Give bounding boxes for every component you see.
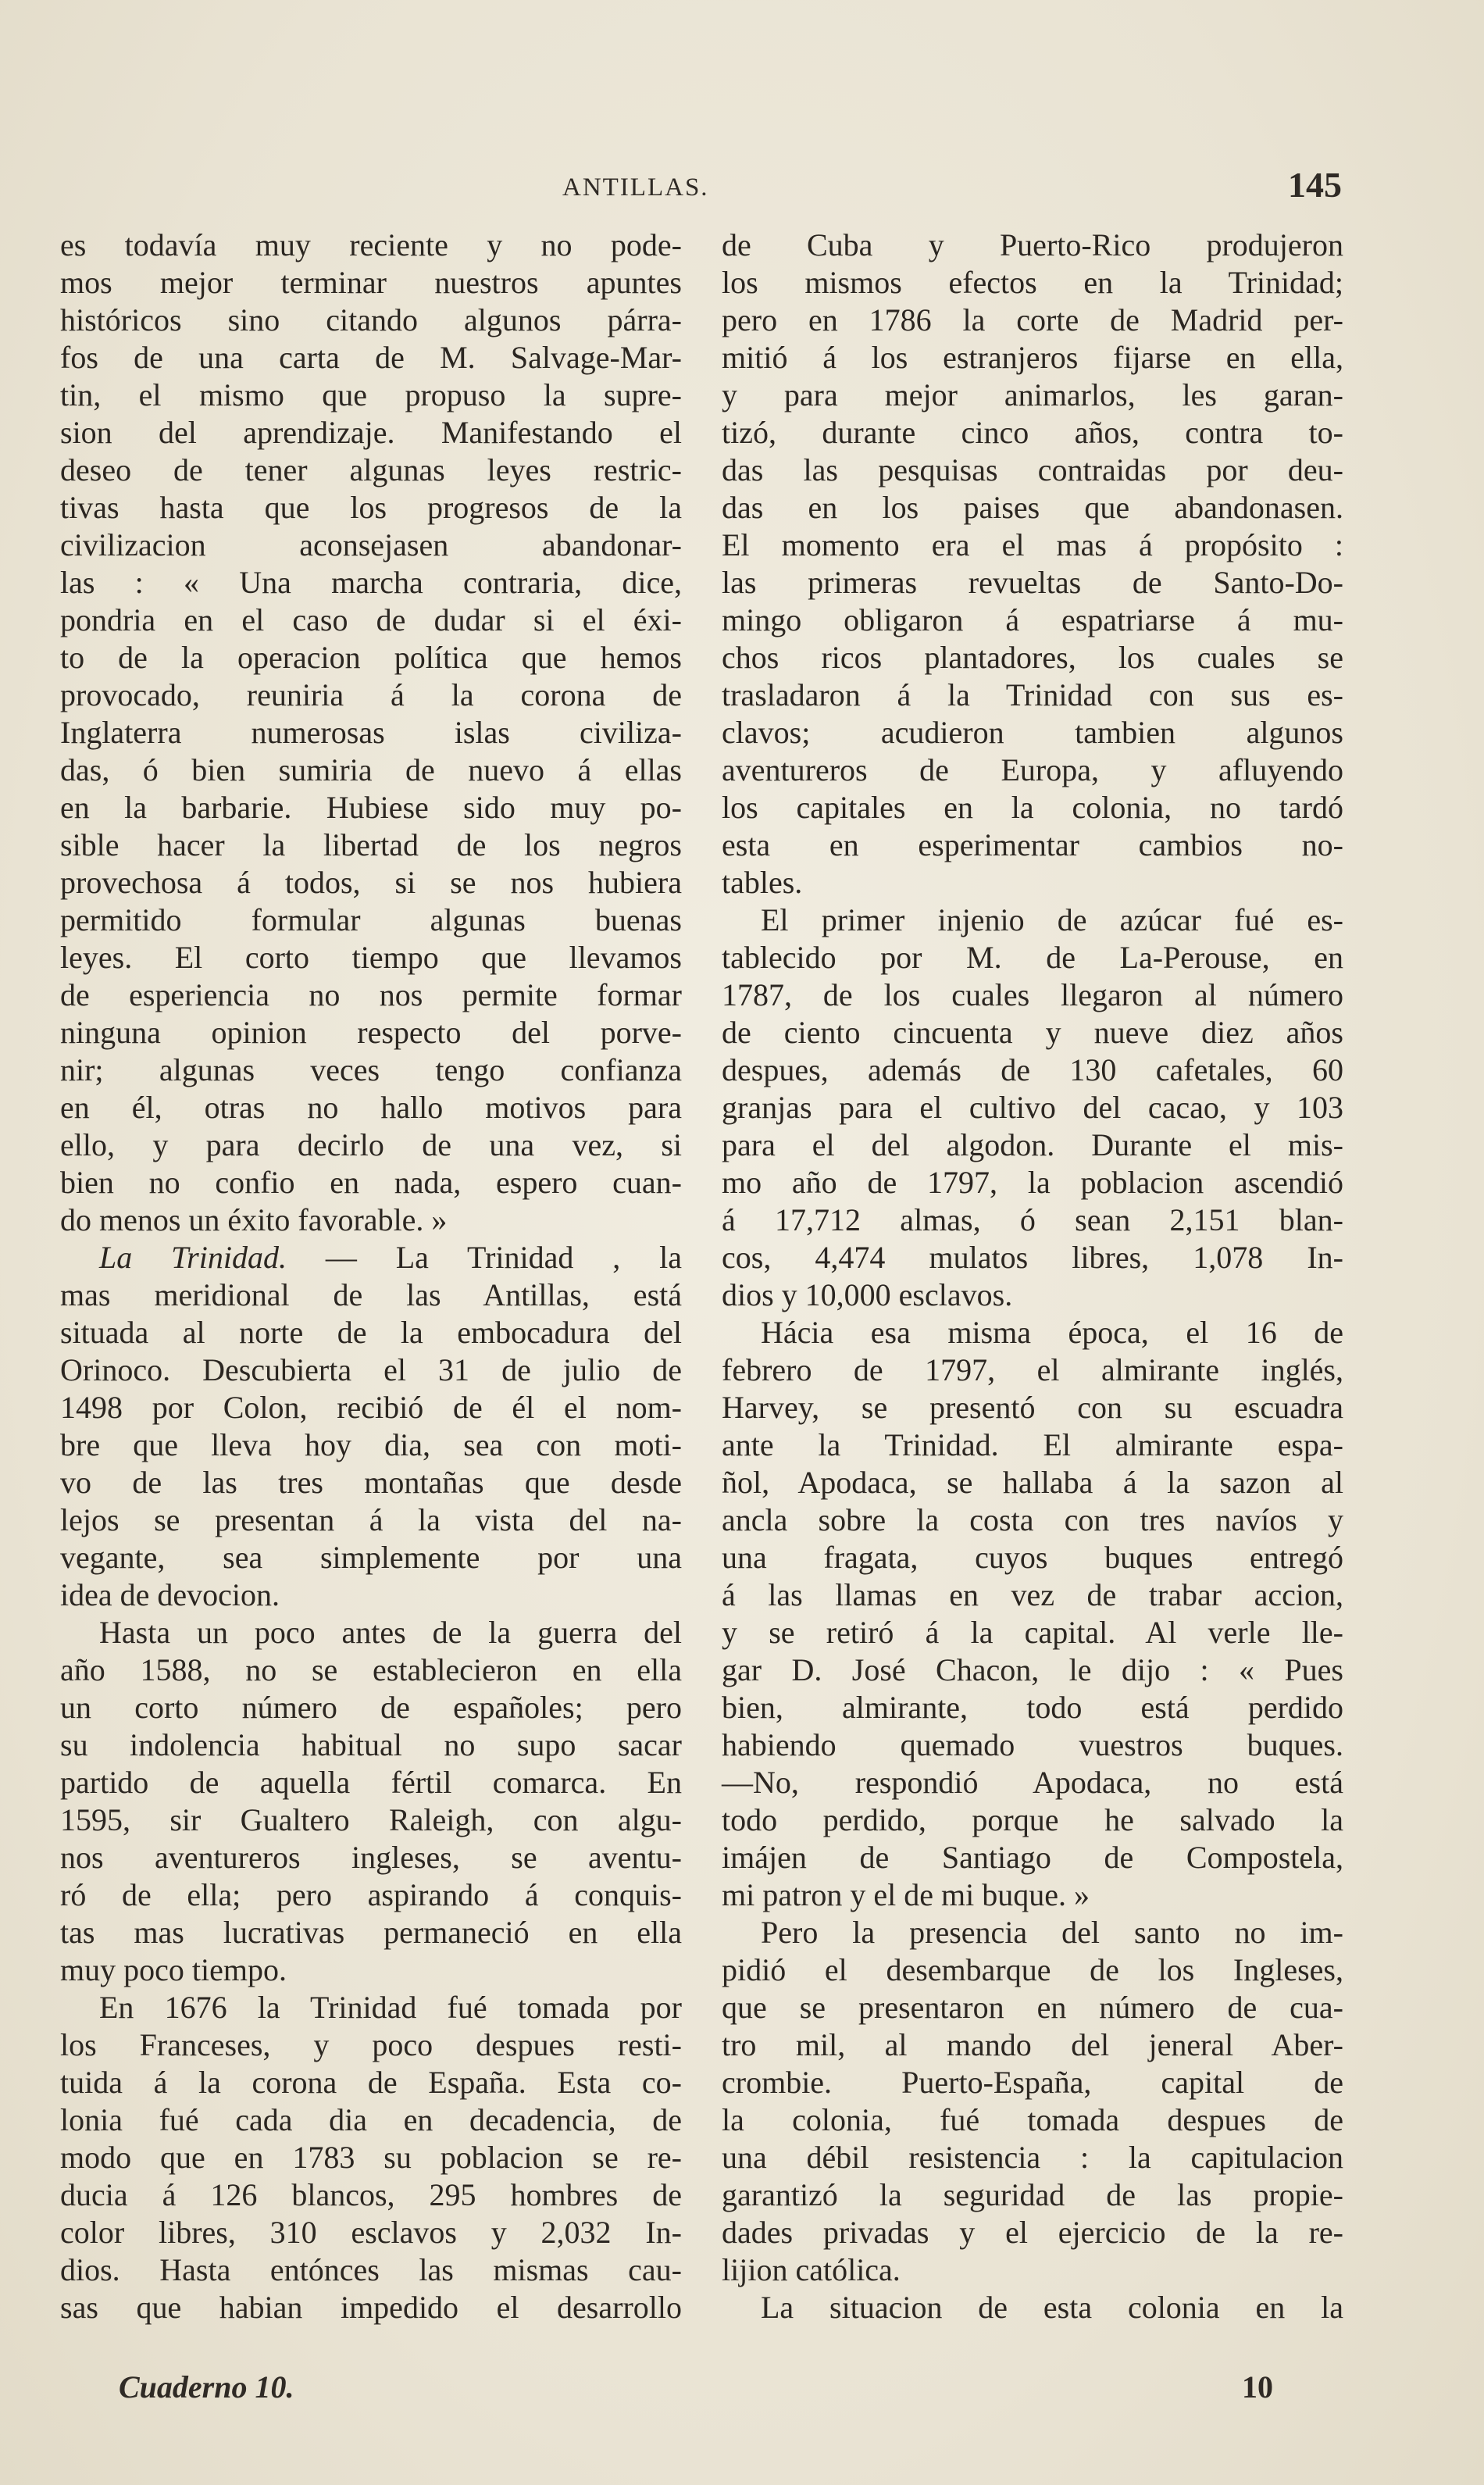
text-line: das, ó bien sumiria de nuevo á ellas <box>60 752 682 787</box>
text-line: pidió el desembarque de los Ingleses, <box>722 1952 1343 1987</box>
text-line: bien no confio en nada, espero cuan- <box>60 1165 682 1200</box>
text-line: tables. <box>722 865 803 900</box>
text-column-right <box>722 227 1343 2326</box>
text-line: tizó, durante cinco años, contra to- <box>722 415 1343 450</box>
text-line: á las llamas en vez de trabar accion, <box>722 1577 1343 1612</box>
text-line: de ciento cincuenta y nueve diez años <box>722 1015 1343 1050</box>
text-line: —No, respondió Apodaca, no está <box>722 1765 1343 1800</box>
text-line: tro mil, al mando del jeneral Aber- <box>722 2027 1343 2062</box>
text-line: tablecido por M. de La-Perouse, en <box>722 940 1343 975</box>
text-line: El primer injenio de azúcar fué es- <box>761 902 1343 937</box>
text-line: color libres, 310 esclavos y 2,032 In- <box>60 2215 682 2250</box>
text-line: para el del algodon. Durante el mis- <box>722 1127 1343 1162</box>
text-line: y para mejor animarlos, les garan- <box>722 377 1343 412</box>
text-line: su indolencia habitual no supo sacar <box>60 1727 682 1762</box>
text-line: 1595, sir Gualtero Raleigh, con algu- <box>60 1802 682 1837</box>
paragraph <box>60 227 682 1239</box>
text-line: modo que en 1783 su poblacion se re- <box>60 2140 682 2175</box>
text-line: pondria en el caso de dudar si el éxi- <box>60 602 682 637</box>
text-line: en él, otras no hallo motivos para <box>60 1090 682 1125</box>
text-line: clavos; acudieron tambien algunos <box>722 715 1343 750</box>
text-line: Harvey, se presentó con su escuadra <box>722 1390 1343 1425</box>
text-line: una fragata, cuyos buques entregó <box>722 1540 1343 1575</box>
text-line: habiendo quemado vuestros buques. <box>722 1727 1343 1762</box>
text-line: mas meridional de las Antillas, está <box>60 1277 682 1312</box>
text-line: mos mejor terminar nuestros apuntes <box>60 265 682 300</box>
text-line: provechosa á todos, si se nos hubiera <box>60 865 682 900</box>
text-line: ancla sobre la costa con tres navíos y <box>722 1502 1343 1537</box>
text-line: una débil resistencia : la capitulacion <box>722 2140 1343 2175</box>
text-line: situada al norte de la embocadura del <box>60 1315 682 1350</box>
text-line: trasladaron á la Trinidad con sus es- <box>722 677 1343 712</box>
text-line: aventureros de Europa, y afluyendo <box>722 752 1343 787</box>
text-line: tin, el mismo que propuso la supre- <box>60 377 682 412</box>
text-line: históricos sino citando algunos párra- <box>60 302 682 337</box>
text-line: fos de una carta de M. Salvage-Mar- <box>60 340 682 375</box>
section-heading-italic: La Trinidad. <box>99 1240 287 1275</box>
text-line: año 1588, no se establecieron en ella <box>60 1652 682 1687</box>
text-line: 1787, de los cuales llegaron al número <box>722 977 1343 1012</box>
text-line: ñol, Apodaca, se hallaba á la sazon al <box>722 1465 1343 1500</box>
text-line: En 1676 la Trinidad fué tomada por <box>99 1990 682 2025</box>
text-line: to de la operacion política que hemos <box>60 640 682 675</box>
text-line: Hasta un poco antes de la guerra del <box>99 1615 682 1650</box>
text-column-left <box>60 227 682 2326</box>
text-line: sion del aprendizaje. Manifestando el <box>60 415 682 450</box>
text-line: tas mas lucrativas permaneció en ella <box>60 1915 682 1950</box>
text-line: los mismos efectos en la Trinidad; <box>722 265 1343 300</box>
text-line: tuida á la corona de España. Esta co- <box>60 2065 682 2100</box>
text-line: en la barbarie. Hubiese sido muy po- <box>60 790 682 825</box>
sheet-number: 10 <box>1242 2369 1273 2405</box>
text-line: pero en 1786 la corte de Madrid per- <box>722 302 1343 337</box>
text-line: todo perdido, porque he salvado la <box>722 1802 1343 1837</box>
text-line: granjas para el cultivo del cacao, y 103 <box>722 1090 1343 1125</box>
paragraph <box>60 1239 682 1614</box>
text-line: muy poco tiempo. <box>60 1952 287 1987</box>
text-line: un corto número de españoles; pero <box>60 1690 682 1725</box>
text-line: mingo obligaron á espatriarse á mu- <box>722 602 1343 637</box>
text-line: lejos se presentan á la vista del na- <box>60 1502 682 1537</box>
text-line: das las pesquisas contraidas por deu- <box>722 452 1343 487</box>
text-line: La situacion de esta colonia en la <box>761 2290 1343 2325</box>
text-line: tivas hasta que los progresos de la <box>60 490 682 525</box>
text-line: y se retiró á la capital. Al verle lle- <box>722 1615 1343 1650</box>
text-line: mi patron y el de mi buque. » <box>722 1877 1090 1912</box>
paragraph <box>722 2289 1343 2326</box>
text-line: cos, 4,474 mulatos libres, 1,078 In- <box>722 1240 1343 1275</box>
text-line: El momento era el mas á propósito : <box>722 527 1343 562</box>
text-line: idea de devocion. <box>60 1577 280 1612</box>
text-line: Orinoco. Descubierta el 31 de julio de <box>60 1352 682 1387</box>
text-line: leyes. El corto tiempo que llevamos <box>60 940 682 975</box>
text-line: bien, almirante, todo está perdido <box>722 1690 1343 1725</box>
paragraph <box>722 227 1343 902</box>
text-line: sible hacer la libertad de los negros <box>60 827 682 862</box>
text-line: las : « Una marcha contraria, dice, <box>60 565 682 600</box>
text-line: los capitales en la colonia, no tardó <box>722 790 1343 825</box>
paragraph <box>722 1914 1343 2289</box>
page-number: 145 <box>1288 165 1342 205</box>
text-line: mitió á los estranjeros fijarse en ella, <box>722 340 1343 375</box>
text-line: nir; algunas veces tengo confianza <box>60 1052 682 1087</box>
text-line: crombie. Puerto-España, capital de <box>722 2065 1343 2100</box>
paragraph <box>60 1614 682 1989</box>
text-line: Inglaterra numerosas islas civiliza- <box>60 715 682 750</box>
running-title: ANTILLAS. <box>562 173 709 202</box>
text-line: gar D. José Chacon, le dijo : « Pues <box>722 1652 1343 1687</box>
text-line: despues, además de 130 cafetales, 60 <box>722 1052 1343 1087</box>
text-line: La Trinidad. — La Trinidad , la <box>99 1240 682 1275</box>
text-line: ante la Trinidad. El almirante espa- <box>722 1427 1343 1462</box>
text-line: ninguna opinion respecto del porve- <box>60 1015 682 1050</box>
text-line: dios y 10,000 esclavos. <box>722 1277 1013 1312</box>
text-line: dios. Hasta entónces las mismas cau- <box>60 2252 682 2287</box>
text-line: lijion católica. <box>722 2252 901 2287</box>
text-line: Pero la presencia del santo no im- <box>761 1915 1343 1950</box>
text-line: ducia á 126 blancos, 295 hombres de <box>60 2177 682 2212</box>
text-line: do menos un éxito favorable. » <box>60 1202 448 1237</box>
text-line: imájen de Santiago de Compostela, <box>722 1840 1343 1875</box>
text-line: los Franceses, y poco despues resti- <box>60 2027 682 2062</box>
text-line: de esperiencia no nos permite formar <box>60 977 682 1012</box>
paragraph <box>722 902 1343 1314</box>
text-line: chos ricos plantadores, los cuales se <box>722 640 1343 675</box>
text-line: á 17,712 almas, ó sean 2,151 blan- <box>722 1202 1343 1237</box>
paragraph <box>722 1314 1343 1914</box>
text-line: mo año de 1797, la poblacion ascendió <box>722 1165 1343 1200</box>
text-line: das en los paises que abandonasen. <box>722 490 1343 525</box>
text-line: 1498 por Colon, recibió de él el nom- <box>60 1390 682 1425</box>
paragraph <box>60 1989 682 2326</box>
text-line: lonia fué cada dia en decadencia, de <box>60 2102 682 2137</box>
text-line: ello, y para decirlo de una vez, si <box>60 1127 682 1162</box>
text-line: que se presentaron en número de cua- <box>722 1990 1343 2025</box>
text-line: garantizó la seguridad de las propie- <box>722 2177 1343 2212</box>
text-line: vo de las tres montañas que desde <box>60 1465 682 1500</box>
text-line: civilizacion aconsejasen abandonar- <box>60 527 682 562</box>
text-line: esta en esperimentar cambios no- <box>722 827 1343 862</box>
text-line: es todavía muy reciente y no pode- <box>60 227 682 262</box>
text-line: provocado, reuniria á la corona de <box>60 677 682 712</box>
signature-mark: Cuaderno 10. <box>119 2369 294 2405</box>
text-line: partido de aquella fértil comarca. En <box>60 1765 682 1800</box>
text-line: la colonia, fué tomada despues de <box>722 2102 1343 2137</box>
text-line: las primeras revueltas de Santo-Do- <box>722 565 1343 600</box>
text-line: Hácia esa misma época, el 16 de <box>761 1315 1343 1350</box>
text-line: de Cuba y Puerto-Rico produjeron <box>722 227 1343 262</box>
text-line: permitido formular algunas buenas <box>60 902 682 937</box>
text-line: bre que lleva hoy dia, sea con moti- <box>60 1427 682 1462</box>
text-line: sas que habian impedido el desarrollo <box>60 2290 682 2325</box>
text-line: deseo de tener algunas leyes restric- <box>60 452 682 487</box>
text-line: ró de ella; pero aspirando á conquis- <box>60 1877 682 1912</box>
text-line: vegante, sea simplemente por una <box>60 1540 682 1575</box>
text-line: nos aventureros ingleses, se aventu- <box>60 1840 682 1875</box>
text-line: dades privadas y el ejercicio de la re- <box>722 2215 1343 2250</box>
text-line: febrero de 1797, el almirante inglés, <box>722 1352 1343 1387</box>
